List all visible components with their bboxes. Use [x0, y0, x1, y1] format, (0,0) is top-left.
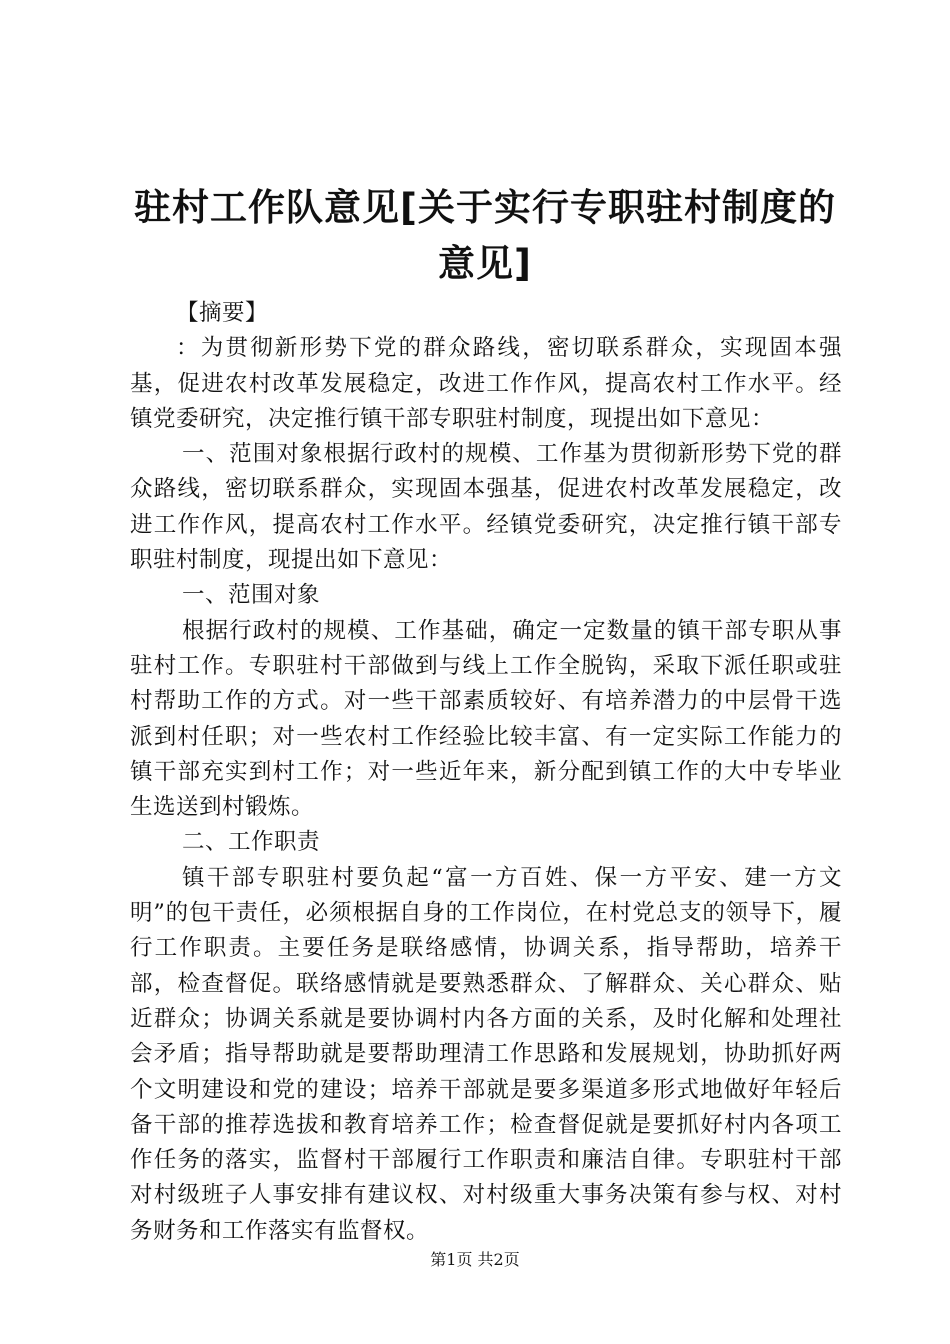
- page-footer: 第1页 共2页: [430, 1250, 520, 1269]
- paragraph-intro: ：为贯彻新形势下党的群众路线，密切联系群众，实现固本强基，促进农村改革发展稳定，改进工作作风，提高农村工作水平。经镇党委研究，决定推行镇干部专职驻村制度，现提出如下意见：: [130, 335, 842, 432]
- abstract-label: 【摘要】: [176, 300, 269, 326]
- section-heading-scope: 一、范围对象: [182, 582, 321, 609]
- paragraph-scope-summary: 一、范围对象根据行政村的规模、工作基为贯彻新形势下党的群众路线，密切联系群众，实现固本强基，促进农村改革发展稳定，改进工作作风，提高农村工作水平。经镇党委研究，决定推行镇干部专职驻村制度，现提出如下意见：: [130, 441, 842, 574]
- document-body: [130, 296, 842, 1249]
- paragraph-duties: 镇干部专职驻村要负起“富一方百姓、保一方平安、建一方文明”的包干责任，必须根据自身的工作岗位，在村党总支的领导下，履行工作职责。主要任务是联络感情，协调关系，指导帮助，培养干部，检查督促。联络感情就是要熟悉群众、了解群众、关心群众、贴近群众；协调关系就是要协调村内各方面的关系，及时化解和处理社会矛盾；指导帮助就是要帮助理清工作思路和发展规划，协助抓好两个文明建设和党的建设；培养干部就是要多渠道多形式地做好年轻后备干部的推荐选拔和教育培养工作；检查督促就是要抓好村内各项工作任务的落实，监督村干部履行工作职责和廉洁自律。专职驻村干部对村级班子人事安排有建议权、对村级重大事务决策有参与权、对村务财务和工作落实有监督权。: [130, 864, 842, 1244]
- paragraph-scope: 根据行政村的规模、工作基础，确定一定数量的镇干部专职从事驻村工作。专职驻村干部做到与线上工作全脱钩，采取下派任职或驻村帮助工作的方式。对一些干部素质较好、有培养潜力的中层骨干选派到村任职；对一些农村工作经验比较丰富、有一定实际工作能力的镇干部充实到村工作；对一些近年来，新分配到镇工作的大中专毕业生选送到村锻炼。: [130, 617, 842, 821]
- document-title: 驻村工作队意见[关于实行专职驻村制度的意见]: [134, 186, 836, 285]
- section-heading-duties: 二、工作职责: [182, 829, 321, 856]
